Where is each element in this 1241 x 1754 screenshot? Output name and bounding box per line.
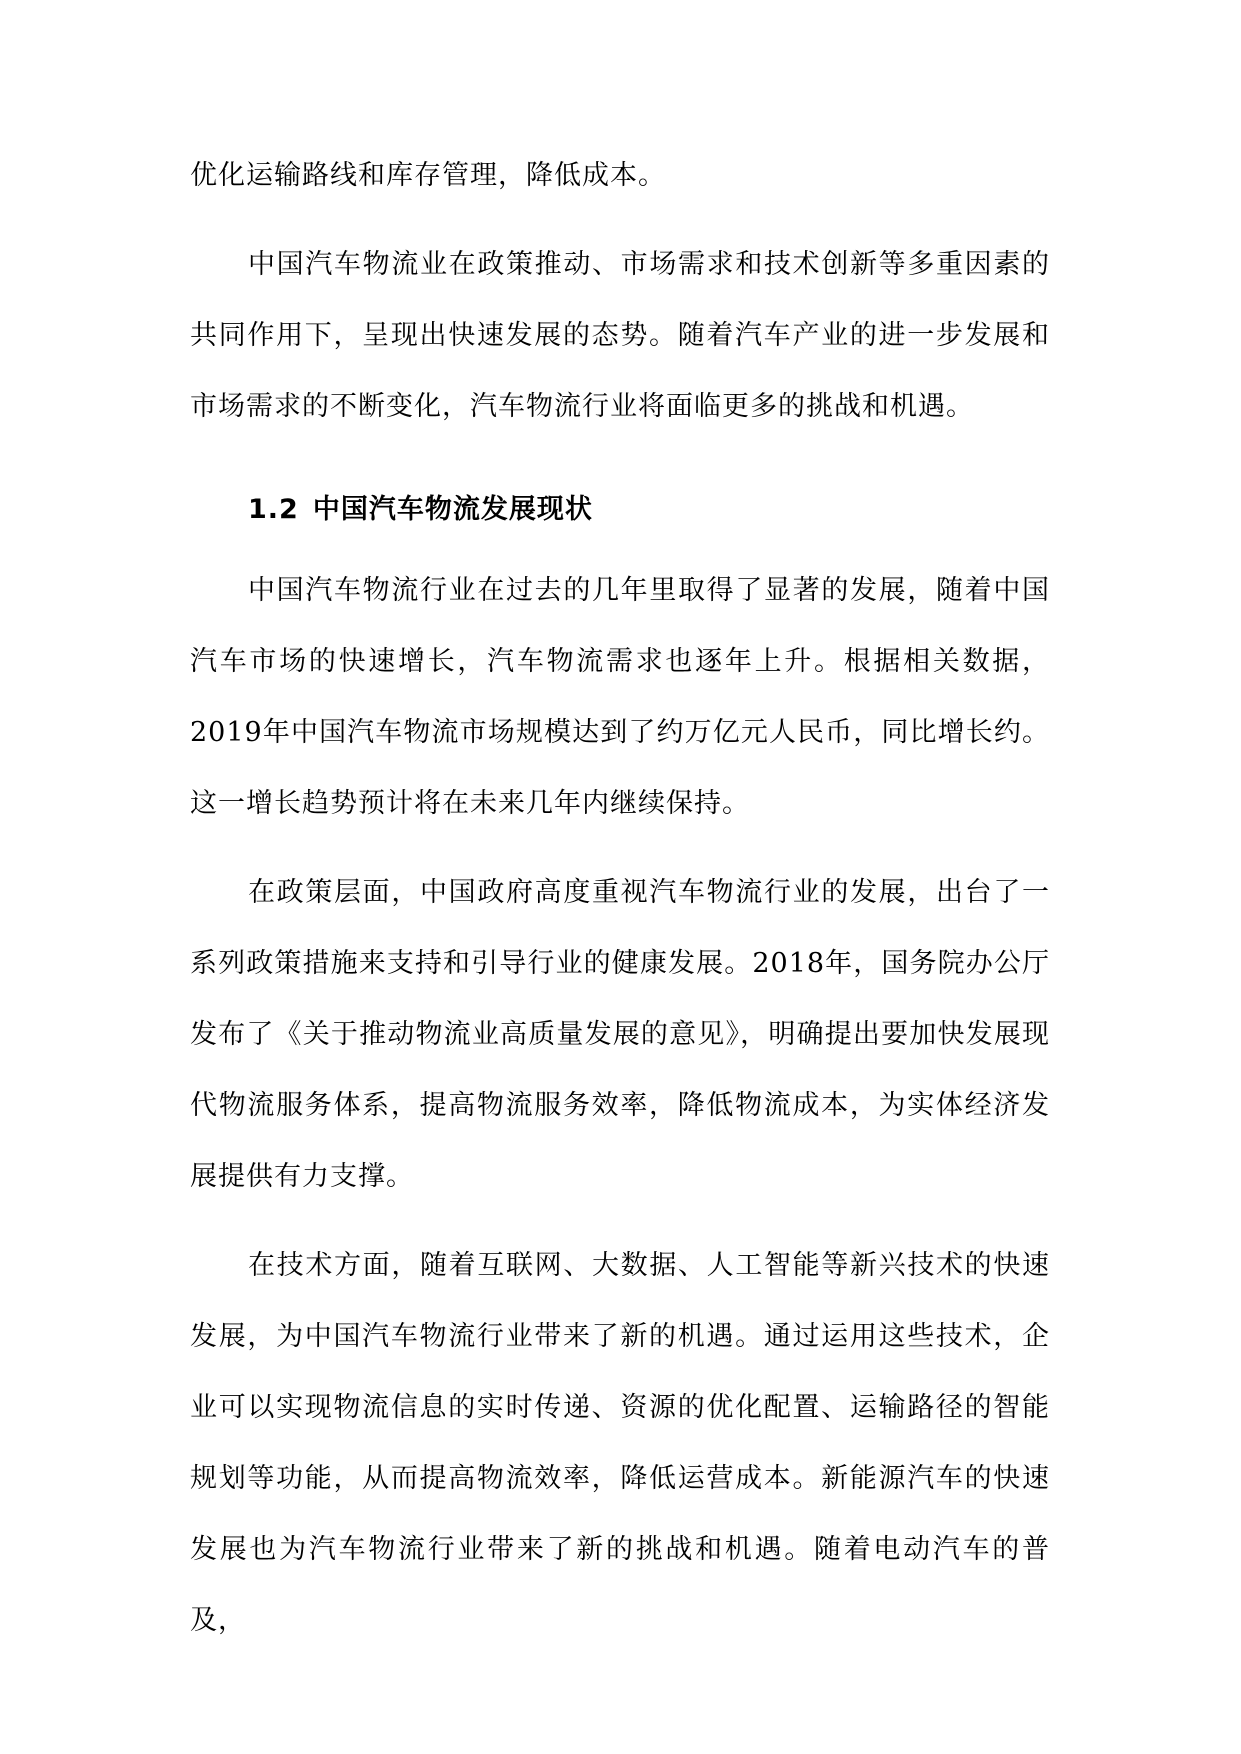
section-heading xyxy=(190,474,1050,545)
section-number: 1.2 xyxy=(248,494,299,525)
document-body xyxy=(190,140,1050,1674)
paragraph: 中国汽车物流行业在过去的几年里取得了显著的发展，随着中国汽车市场的快速增长，汽车物流需求也逐年上升。根据相关数据，2019年中国汽车物流市场规模达到了约万亿元人民币，同比增长约。这一增长趋势预计将在未来几年内继续保持。 xyxy=(190,575,1050,819)
section-title: 中国汽车物流发展现状 xyxy=(312,494,593,525)
paragraph: 中国汽车物流业在政策推动、市场需求和技术创新等多重因素的共同作用下，呈现出快速发展的态势。随着汽车产业的进一步发展和市场需求的不断变化，汽车物流行业将面临更多的挑战和机遇。 xyxy=(190,249,1050,422)
paragraph: 在技术方面，随着互联网、大数据、人工智能等新兴技术的快速发展，为中国汽车物流行业带来了新的机遇。通过运用这些技术，企业可以实现物流信息的实时传递、资源的优化配置、运输路径的智能规划等功能，从而提高物流效率，降低运营成本。新能源汽车的快速发展也为汽车物流行业带来了新的挑战和机遇。随着电动汽车的普及， xyxy=(190,1250,1050,1636)
paragraph-continued: 优化运输路线和库存管理，降低成本。 xyxy=(190,160,666,191)
paragraph: 在政策层面，中国政府高度重视汽车物流行业的发展，出台了一系列政策措施来支持和引导行业的健康发展。2018年，国务院办公厅发布了《关于推动物流业高质量发展的意见》，明确提出要加快发展现代物流服务体系，提高物流服务效率，降低物流成本，为实体经济发展提供有力支撑。 xyxy=(190,877,1050,1192)
